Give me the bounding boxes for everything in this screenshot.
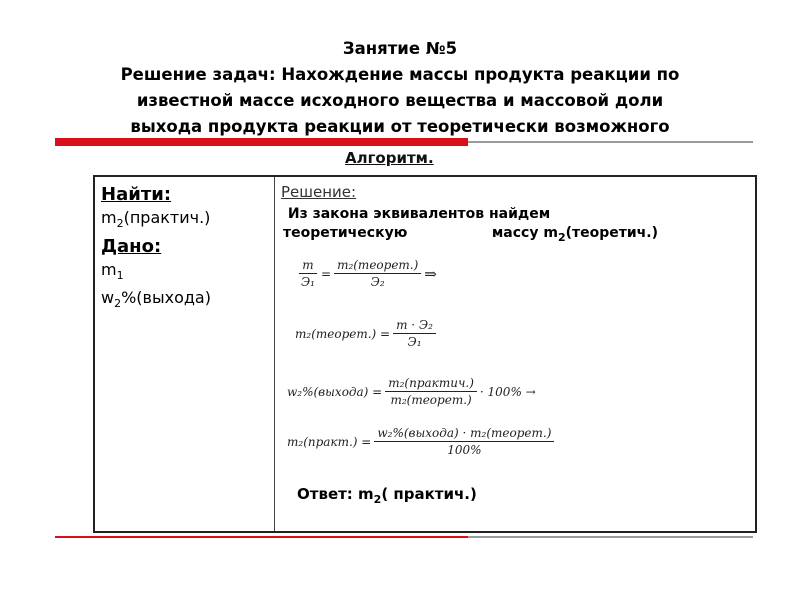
title-divider-gray (468, 141, 753, 143)
solution-column (275, 177, 755, 531)
title-divider-red (55, 138, 468, 146)
title-line-4: выхода продукта реакции от теоретически возможного (130, 117, 670, 136)
find-value: $m_2(практич.)$ (101, 208, 211, 231)
formula-practical-mass: m₂(практ.) = $\frac{\text{w₂\%(выхода) · m₂(теорет.)}}{100\%}$ (287, 425, 557, 458)
formula-yield: w₂%(выхода) = $\frac{\text{m₂(практич.)}}{\text{m₂(теорет.)}}$ · 100% → (287, 376, 536, 407)
equivalents-law-text: Из закона эквивалентов найдем теоретическую массу $m_2(теоретич.)$ (283, 206, 658, 244)
solution-label: Решение: (281, 183, 357, 201)
formula-theoretical-mass: m₂(теорет.) = $\frac{\text{m · Э₂}}{\text{Э₁}}$ (295, 317, 439, 350)
answer-text: Ответ: $m_2$( практич.) (297, 485, 477, 506)
given-mass: $m_1$ (101, 260, 124, 283)
formula-equivalents: $\frac{m}{\text{Э₁}}$ = $\frac{\text{m₂(теорет.)}}{\text{Э₂}}$ ⇒ (301, 258, 437, 289)
footer-divider-gray (468, 536, 753, 538)
given-yield: $w_2\%(выхода)$ (101, 288, 211, 311)
given-heading: Дано: (101, 236, 162, 258)
task-table (93, 175, 757, 533)
algorithm-label: Алгоритм. (345, 149, 434, 167)
given-column (95, 177, 275, 531)
title-line-2: Решение задач: Нахождение массы продукта реакции по (120, 65, 680, 84)
title-line-1: Занятие №5 (342, 39, 458, 58)
find-heading: Найти: (101, 184, 172, 205)
title-line-3: известной массе исходного вещества и массовой доли (136, 91, 664, 110)
slide-title (40, 36, 760, 140)
footer-divider-red (55, 536, 468, 538)
